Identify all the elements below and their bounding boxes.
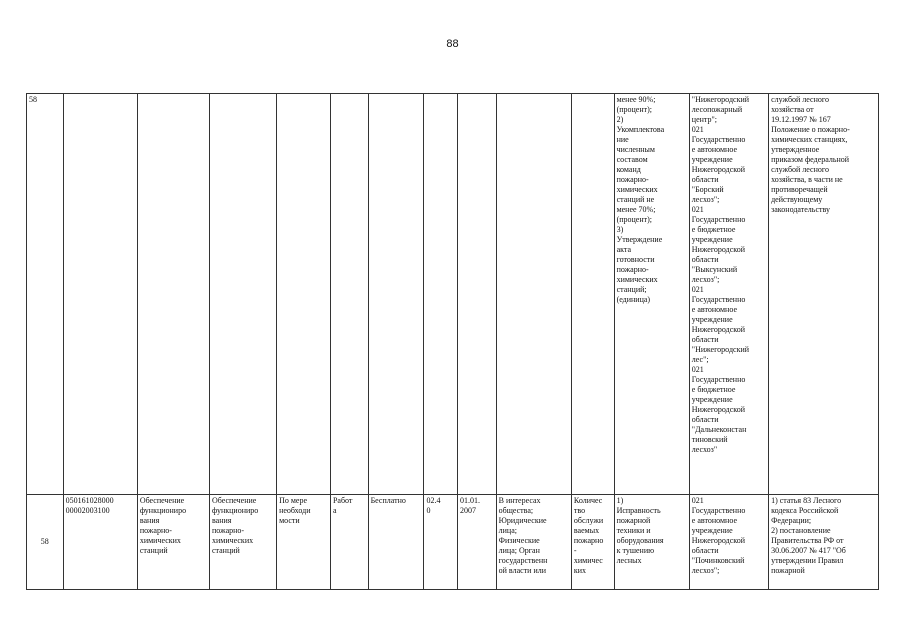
type-cell — [330, 94, 368, 495]
name-cell — [137, 94, 209, 495]
volume-cell — [571, 94, 614, 495]
date-cell — [458, 94, 497, 495]
volume-cell: Количес тво обслужи ваемых пожарно - химичес ких — [571, 495, 614, 590]
legal-basis-cell: службой лесного хозяйства от 19.12.1997 № 167 Положение о пожарно- химических станциях, утвержденное приказом федеральной службой лесного хозяйства, в части не противоречащей действующему законодательству — [769, 94, 879, 495]
row-number-cell: 58 — [27, 94, 64, 495]
institutions-cell: 021 Государственно е автономное учреждение Нижегородской области "Починковский лесхоз"; — [689, 495, 768, 590]
price-cell — [368, 94, 424, 495]
services-table — [26, 93, 879, 590]
table-row — [27, 495, 879, 590]
code-cell — [63, 94, 137, 495]
date-cell: 01.01. 2007 — [458, 495, 497, 590]
indicators-cell: 1) Исправность пожарной техники и оборудования к тушению лесных — [614, 495, 689, 590]
indicators-cell: менее 90%; (процент); 2) Укомплектова ние численным составом команд пожарно- химических станций не менее 70%; (процент); 3) Утверждение акта готовности пожарно- химических станций; (единица) — [614, 94, 689, 495]
price-cell: Бесплатно — [368, 495, 424, 590]
need-cell — [277, 94, 331, 495]
legal-basis-cell: 1) статья 83 Лесного кодекса Российской Федерации; 2) постановление Правительства РФ от 30.06.2007 № 417 "Об утверждении Правил пожарной — [769, 495, 879, 590]
page-number: 88 — [446, 38, 459, 50]
institutions-cell: "Нижегородский лесопожарный центр"; 021 Государственно е автономное учреждение Нижегородской области "Борский лесхоз"; 021 Государственно е бюджетное учреждение Нижегородской области "Выксунский лесхоз"; 021 Государственно е автономное учреждение Нижегородской области "Нижегородский лес"; 021 Государственно е бюджетное учреждение Нижегородской области "Дальнеконстан тиновский лесхоз" — [689, 94, 768, 495]
table-row — [27, 94, 879, 495]
code-cell: 050161028000 00002003100 — [63, 495, 137, 590]
row-number-cell: 58 — [27, 495, 64, 590]
code2-cell — [424, 94, 458, 495]
name-cell: Обеспечение функциониро вания пожарно- химических станций — [209, 495, 276, 590]
consumers-cell — [496, 94, 571, 495]
code2-cell: 02.4 0 — [424, 495, 458, 590]
consumers-cell: В интересах общества; Юридические лица; Физические лица; Орган государственн ой власти или — [496, 495, 571, 590]
need-cell: По мере необходи мости — [277, 495, 331, 590]
type-cell: Работ а — [330, 495, 368, 590]
name-cell: Обеспечение функциониро вания пожарно- химических станций — [137, 495, 209, 590]
name-cell — [209, 94, 276, 495]
